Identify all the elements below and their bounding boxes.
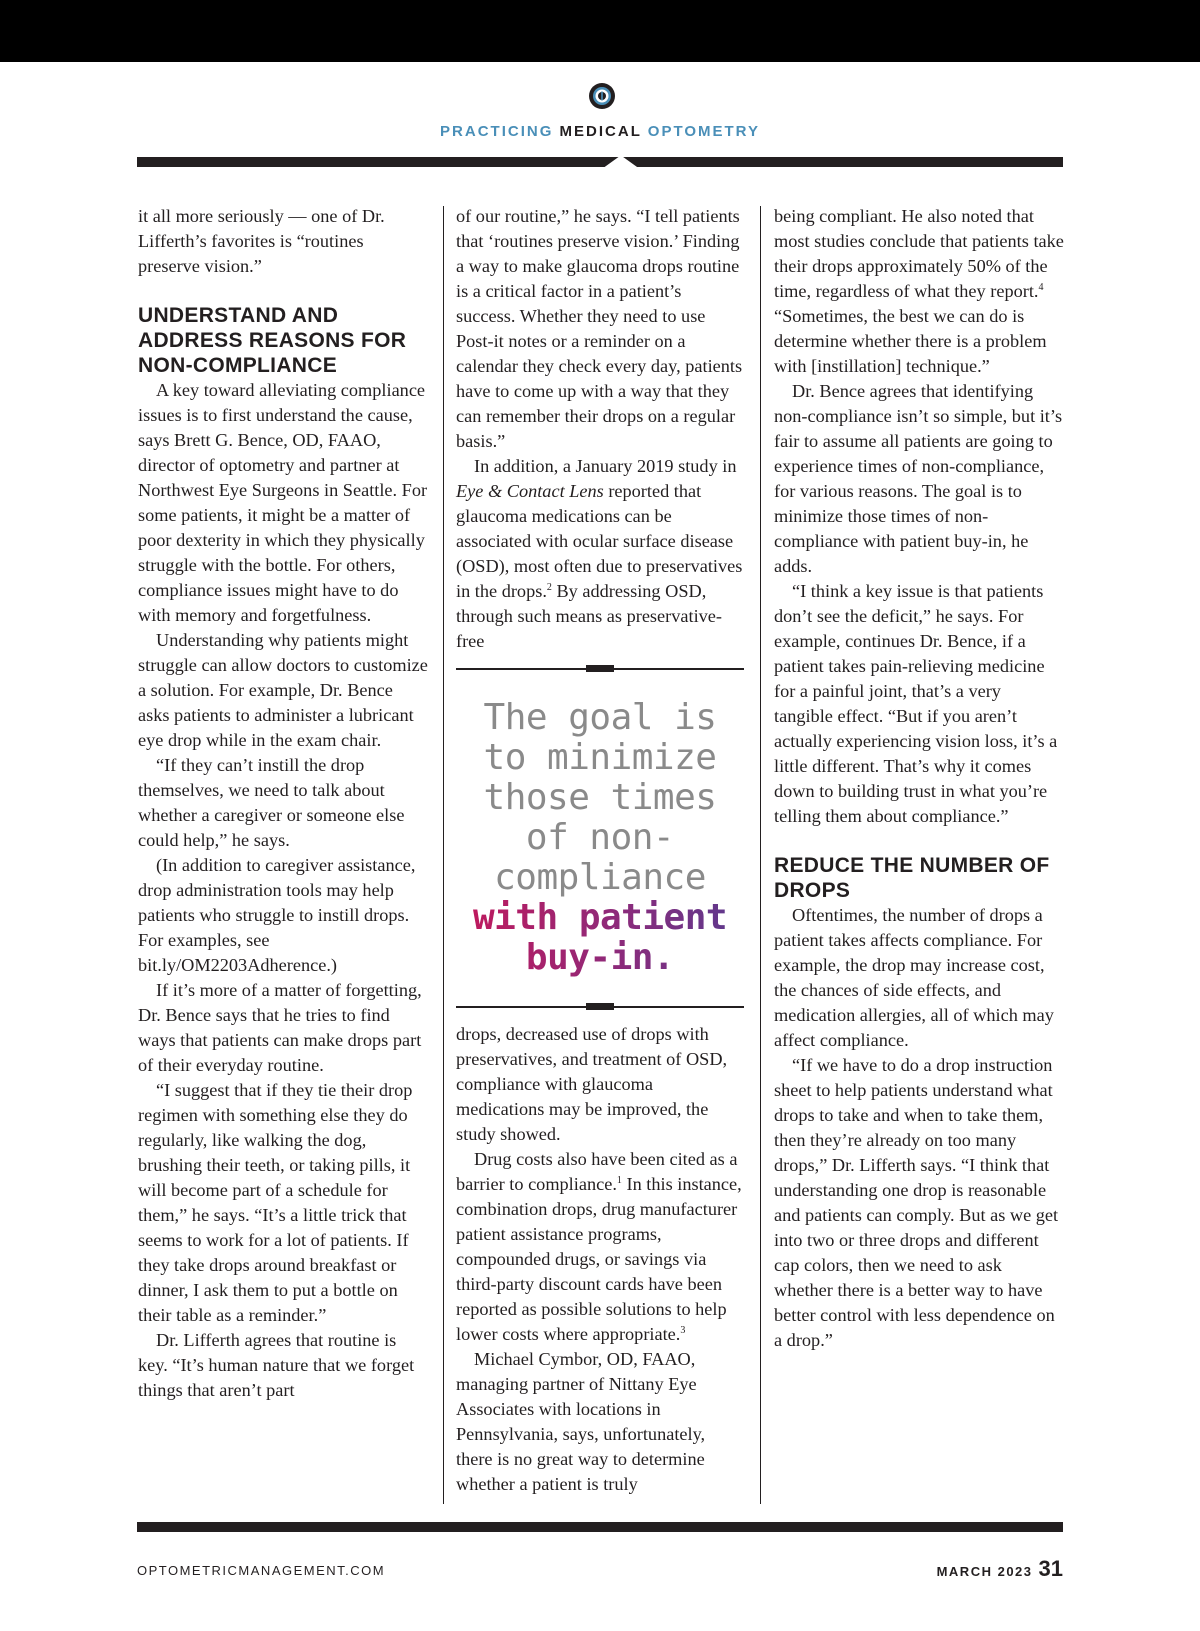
footer-rule	[137, 1522, 1063, 1532]
paragraph: Understanding why patients might struggle can allow doctors to customize a solution. For example, Dr. Bence asks patients to administer a lubricant eye drop while in the exam chair.	[138, 630, 428, 750]
column-2	[456, 204, 744, 1497]
paragraph	[456, 1147, 744, 1347]
journal-title: Eye & Contact Lens	[456, 481, 604, 501]
text-run: being compliant. He also noted that most studies conclude that patients take their drops approximately 50% of the time, regardless of what they report.	[774, 206, 1064, 301]
header-rule	[137, 157, 1063, 167]
paragraph: “I suggest that if they tie their drop regimen with something else they do regularly, like walking the dog, brushing their teeth, or taking pills, it will become part of a schedule for them,” he says. “It’s a little trick that seems to work for a lot of patients. If they take drops around breakfast or dinner, I ask them to put a bottle on their table as a reminder.”	[138, 1080, 413, 1325]
section-label-part3: OPTOMETRY	[647, 123, 760, 140]
section-label-part1: PRACTICING	[440, 123, 554, 140]
citation: 2	[546, 581, 552, 593]
text-run: By addressing OSD, through such means as preservative-free	[456, 581, 723, 651]
text-run: Drug costs also have been cited as a barrier to compliance.	[456, 1149, 738, 1194]
paragraph: Dr. Bence agrees that identifying non-compliance isn’t so simple, but it’s fair to assume all patients are going to experience times of non-compliance, for various reasons. The goal is to minimize those times of non-compliance with patient buy-in, he adds.	[774, 381, 1063, 576]
paragraph: Dr. Lifferth agrees that routine is key. “It’s human nature that we forget things that aren’t part	[138, 1330, 415, 1400]
citation: 4	[1038, 281, 1044, 293]
paragraph	[456, 454, 744, 654]
citation: 3	[680, 1324, 686, 1336]
text-run: In addition, a January 2019 study in	[474, 456, 737, 476]
text-run: reported that glaucoma medications can be associated with ocular surface disease (OSD), most often due to preservatives in the drops.	[456, 481, 743, 601]
paragraph: drops, decreased use of drops with preservatives, and treatment of OSD, compliance with glaucoma medications may be improved, the study showed.	[456, 1024, 728, 1144]
pullquote-rule-top	[456, 668, 744, 670]
paragraph: A key toward alleviating compliance issues is to first understand the cause, says Brett G. Bence, OD, FAAO, director of optometry and partner at Northwest Eye Surgeons in Seattle. For some patients, it might be a matter of poor dexterity in which they physically struggle with the bottle. For others, compliance issues might have to do with memory and forgetfulness.	[138, 380, 428, 625]
column-1	[138, 204, 428, 1403]
page-number: 31	[1038, 1556, 1063, 1581]
pullquote-highlight: with patient buy-in.	[456, 898, 744, 978]
top-black-bar	[0, 0, 1200, 62]
section-heading: UNDERSTAND AND ADDRESS REASONS FOR NON-COMPLIANCE	[138, 304, 407, 377]
paragraph: “I think a key issue is that patients don’t see the deficit,” he says. For example, continues Dr. Bence, if a patient takes pain-relieving medicine for a painful joint, that’s a very tangible effect. “But if you aren’t actually experiencing vision loss, it’s a little different. That’s why it comes down to building trust in what you’re telling them about compliance.”	[774, 581, 1058, 826]
section-label	[0, 123, 1200, 140]
paragraph: of our routine,” he says. “I tell patients that ‘routines preserve vision.’ Finding a way to make glaucoma drops routine is a critical factor in a patient’s success. Whether they need to use Post-it notes or a reminder on a calendar they check every day, patients have to come up with a way that they can remember their drops on a regular basis.”	[456, 206, 743, 451]
pullquote	[456, 698, 744, 978]
paragraph: Michael Cymbor, OD, FAAO, managing partner of Nittany Eye Associates with locations in Pennsylvania, says, unfortunately, there is no great way to determine whether a patient is truly	[456, 1349, 706, 1494]
paragraph: (In addition to caregiver assistance, drop administration tools may help patients who struggle to instill drops. For examples, see bit.ly/OM2203Adherence.)	[138, 855, 416, 975]
section-heading: REDUCE THE NUMBER OF DROPS	[774, 854, 1050, 902]
paragraph: it all more seriously — one of Dr. Lifferth’s favorites is “routines preserve vision.”	[138, 206, 385, 276]
issue-date: MARCH 2023	[936, 1564, 1033, 1579]
paragraph: “If we have to do a drop instruction sheet to help patients understand what drops to take and when to take them, then they’re already on too many drops,” Dr. Lifferth says. “I think that understanding one drop is reasonable and patients can comply. But as we get into two or three drops and different cap colors, then we need to ask whether there is a better way to have better control with less dependence on a drop.”	[774, 1055, 1059, 1350]
text-run: In this instance, combination drops, drug manufacturer patient assistance programs, compounded drugs, or savings via third-party discount cards have been reported as possible solutions to help lower costs where appropriate.	[456, 1174, 742, 1344]
paragraph: If it’s more of a matter of forgetting, Dr. Bence says that he tries to find ways that patients can make drops part of their everyday routine.	[138, 980, 422, 1075]
pullquote-rule-bottom	[456, 1006, 744, 1008]
footer-website: OPTOMETRICMANAGEMENT.COM	[137, 1563, 386, 1578]
column-divider	[760, 206, 761, 1504]
citation: 1	[616, 1174, 622, 1186]
column-3	[774, 204, 1064, 1353]
column-divider	[443, 206, 444, 1504]
footer-issue	[937, 1556, 1063, 1582]
section-label-part2: MEDICAL	[559, 123, 642, 140]
paragraph	[774, 204, 1064, 379]
pullquote-text: The goal is to minimize those times of non-compliance	[483, 697, 717, 898]
paragraph: “If they can’t instill the drop themselves, we need to talk about whether a caregiver or someone else could help,” he says.	[138, 755, 405, 850]
eye-icon	[588, 82, 616, 110]
text-run: “Sometimes, the best we can do is determine whether there is a problem with [instillation] technique.”	[774, 306, 1047, 376]
paragraph: Oftentimes, the number of drops a patient takes affects compliance. For example, the drop may increase cost, the chances of side effects, and medication allergies, all of which may affect compliance.	[774, 905, 1054, 1050]
